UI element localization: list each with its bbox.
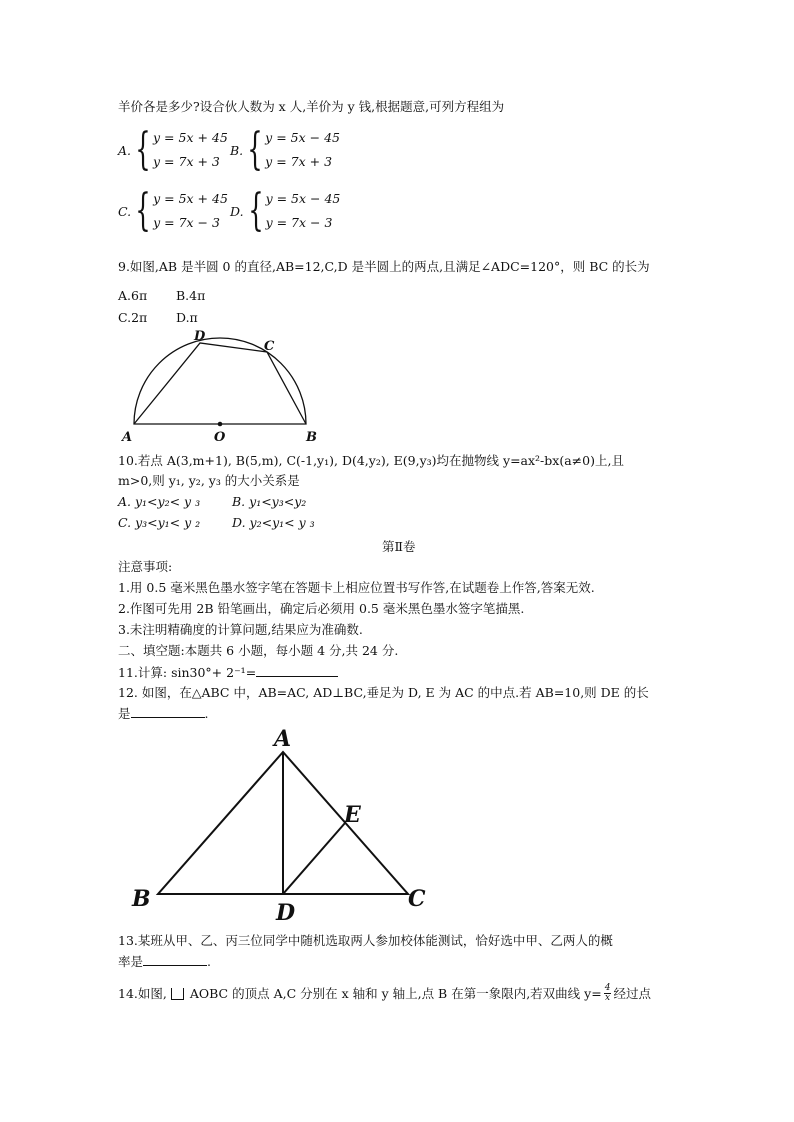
brace-symbol: { [247,124,263,175]
q8-option-a [118,126,228,174]
q14-line [118,984,651,1003]
q8-option-c [118,187,228,235]
brace-symbol: { [135,124,151,175]
equation: y = 7x + 3 [153,154,220,169]
q13-line2-text: 率是 [118,954,144,969]
q13-line1: 13.某班从甲、乙、丙三位同学中随机选取两人参加校体能测试，恰好选中甲、乙两人的概 [118,933,613,948]
notes-heading: 注意事项: [118,559,173,574]
fraction [604,984,612,1003]
q11-text: 11.计算: sin30°+ 2⁻¹= [118,665,257,680]
label-o: O [214,430,226,445]
q12-line2: 是 . [118,706,209,721]
q13-line2: 率是 . [118,954,211,969]
label-a: A [274,726,292,752]
q14-tail: 经过点 [613,985,651,1001]
label-d: D [276,900,296,924]
label-e: E [344,802,361,828]
q10-line2: m>0,则 y₁, y₂, y₃ 的大小关系是 [118,473,300,488]
q8-option-d [230,187,340,235]
section-title: 第Ⅱ卷 [382,539,416,554]
q10-option-b: B. y₁<y₃<y₂ [232,494,307,509]
fraction-denominator: x [605,993,611,1003]
equation: y = 7x + 3 [265,154,333,169]
q9-option-d: D.π [176,310,198,325]
q9-option-c: C.2π [118,310,148,325]
label-d: D [194,329,206,344]
q12-line1: 12. 如图，在△ABC 中，AB=AC, AD⊥BC,垂足为 D, E 为 AC 的中点.若 AB=10,则 DE 的长 [118,685,649,700]
part2-heading: 二、填空题:本题共 6 小题，每小题 4 分,共 24 分. [118,643,399,658]
equation: y = 7x − 3 [153,215,220,230]
equation: y = 5x − 45 [265,130,340,145]
q10-option-a: A. y₁<y₂< y ₃ [118,494,201,509]
quadrilateral-adcb [134,343,306,424]
parallelogram-symbol-icon [171,988,184,1000]
equation: y = 5x + 45 [153,191,228,206]
semicircle-figure [118,328,328,448]
note-item: 2.作图可先用 2B 铅笔画出，确定后必须用 0.5 毫米黑色墨水签字笔描黑. [118,601,525,616]
q10-option-d: D. y₂<y₁< y ₃ [232,515,315,530]
equation: y = 7x − 3 [265,215,333,230]
equation: y = 5x + 45 [153,130,228,145]
label-b: B [306,430,317,445]
center-point [218,422,223,427]
q10-option-c: C. y₃<y₁< y ₂ [118,515,201,530]
label-b: B [132,886,151,912]
q8-stem: 羊价各是多少?设合伙人数为 x 人,羊价为 y 钱,根据题意,可列方程组为 [118,99,505,114]
label-c: C [264,339,275,354]
q11 [118,663,338,682]
note-item: 3.未注明精确度的计算问题,结果应为准确数. [118,622,363,637]
note-item: 1.用 0.5 毫米黑色墨水签字笔在答题卡上相应位置书写作答,在试题卷上作答,答案无效. [118,580,595,595]
segment-de [283,823,345,894]
q9-option-a: A.6π [118,288,148,303]
equation: y = 5x − 45 [265,191,341,206]
option-label: D. [230,203,244,219]
option-label: C. [118,203,132,219]
q9-stem: 9.如图,AB 是半圆 0 的直径,AB=12,C,D 是半圆上的两点,且满足∠ADC=120°，则 BC 的长为 [118,259,650,274]
semicircle-arc [134,338,306,424]
label-a: A [122,430,133,445]
option-label: B. [230,142,244,158]
answer-blank [256,663,338,677]
answer-blank [131,704,205,718]
label-c: C [408,886,426,912]
q12-line2-text: 是 [118,706,131,721]
q8-option-b [230,126,340,174]
q9-option-b: B.4π [176,288,206,303]
q14-post: AOBC 的顶点 A,C 分别在 x 轴和 y 轴上,点 B 在第一象限内,若双曲线 y= [189,985,602,1001]
q14-pre: 14.如图, [118,985,167,1001]
answer-blank [143,952,207,966]
option-label: A. [118,142,132,158]
triangle-figure [128,724,438,924]
brace-symbol: { [135,185,151,236]
fraction-numerator: 4 [604,983,611,993]
brace-symbol: { [247,185,264,236]
q10-line1: 10.若点 A(3,m+1), B(5,m), C(-1,y₁), D(4,y₂), E(9,y₃)均在抛物线 y=ax²-bx(a≠0)上,且 [118,453,624,468]
